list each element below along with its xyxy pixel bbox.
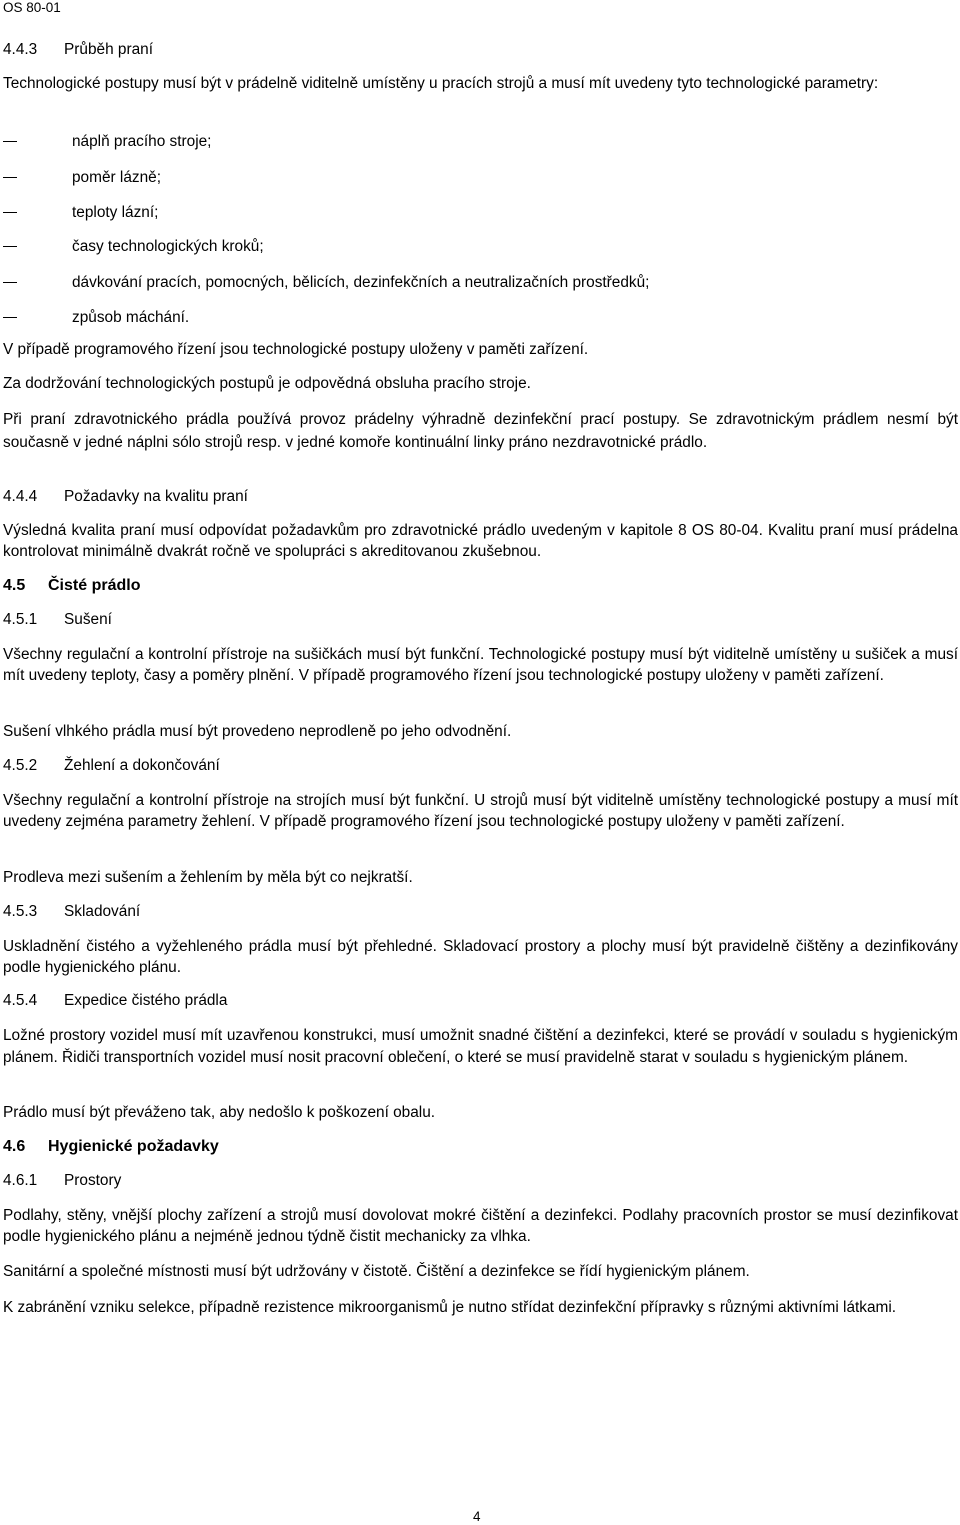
paragraph: Sušení vlhkého prádla musí být provedeno neprodleně po jeho odvodnění.: [3, 723, 512, 740]
list-item: [3, 132, 211, 151]
list-item-text: teploty lázní;: [72, 204, 159, 221]
list-item-text: poměr lázně;: [72, 169, 161, 186]
heading-number: 4.5.1: [3, 611, 38, 628]
paragraph: Prádlo musí být převáženo tak, aby nedošlo k poškození obalu.: [3, 1104, 436, 1121]
heading-4-5-4: [3, 991, 227, 1010]
list-item: [3, 168, 161, 187]
heading-number: 4.5: [3, 577, 26, 594]
list-item: [3, 237, 264, 256]
heading-4-6-1: [3, 1171, 121, 1190]
heading-number: 4.5.4: [3, 992, 38, 1009]
paragraph: V případě programového řízení jsou technologické postupy uloženy v paměti zařízení.: [3, 341, 589, 358]
heading-number: 4.5.2: [3, 757, 38, 774]
list-item-text: náplň pracího stroje;: [72, 133, 212, 150]
document-code: OS 80-01: [3, 0, 61, 15]
list-item: [3, 308, 189, 327]
heading-title: Prostory: [64, 1172, 122, 1189]
paragraph: Ložné prostory vozidel musí mít uzavřenou konstrukci, musí umožnit snadné čištění a dezinfekci, které se provádí v souladu s hygienickým plánem. Řidiči transportních vozidel musí nosit pracovní oblečení, o které se musí pravidelně starat v souladu s hygienickým plánem.: [3, 1027, 958, 1066]
paragraph: K zabránění vzniku selekce, případně rezistence mikroorganismů je nutno střídat dezinfekční přípravky s různými aktivními látkami.: [3, 1299, 897, 1316]
heading-number: 4.6: [3, 1138, 26, 1155]
heading-4-5-2: [3, 756, 220, 775]
paragraph: Uskladnění čistého a vyžehleného prádla musí být přehledné. Skladovací prostory a plochy musí být pravidelně čištěny a dezinfikovány podle hygienického plánu.: [3, 938, 958, 976]
list-item-text: časy technologických kroků;: [72, 238, 264, 255]
heading-title: Čisté prádlo: [48, 577, 141, 594]
heading-4-5: [3, 576, 140, 595]
heading-title: Požadavky na kvalitu praní: [64, 488, 248, 505]
heading-4-4-4: [3, 487, 248, 506]
paragraph: Všechny regulační a kontrolní přístroje na strojích musí být funkční. U strojů musí být viditelně umístěny technologické postupy a musí mít uvedeny zejména parametry žehlení. V případě programového řízení jsou technologické postupy uloženy v paměti zařízení.: [3, 792, 958, 830]
heading-title: Sušení: [64, 611, 112, 628]
heading-4-5-3: [3, 902, 140, 921]
heading-4-4-3: [3, 40, 153, 59]
heading-4-6: [3, 1137, 219, 1156]
paragraph: Prodleva mezi sušením a žehlením by měla být co nejkratší.: [3, 869, 413, 886]
paragraph: Sanitární a společné místnosti musí být udržovány v čistotě. Čištění a dezinfekce se řídí hygienickým plánem.: [3, 1263, 750, 1280]
list-item: [3, 273, 649, 292]
dash-bullet: [3, 141, 17, 142]
heading-number: 4.6.1: [3, 1172, 38, 1189]
heading-4-5-1: [3, 610, 112, 629]
heading-title: Žehlení a dokončování: [64, 757, 220, 774]
heading-number: 4.4.3: [3, 41, 38, 58]
heading-title: Průběh praní: [64, 41, 153, 58]
paragraph: Podlahy, stěny, vnější plochy zařízení a strojů musí dovolovat mokré čištění a dezinfekci. Podlahy pracovních prostor se musí dezinfikovat podle hygienického plánu a nejméně jednou týdně čistit mechanicky za vlhka.: [3, 1207, 958, 1245]
paragraph: Při praní zdravotnického prádla používá provoz prádelny výhradně dezinfekční prací postupy. Se zdravotnickým prádlem nesmí být současně v jedné náplni sólo strojů resp. v jedné komoře kontinuální linky práno nezdravotnické prádlo.: [3, 411, 958, 451]
dash-bullet: [3, 246, 17, 247]
paragraph: Výsledná kvalita praní musí odpovídat požadavkům pro zdravotnické prádlo uvedeným v kapitole 8 OS 80-04. Kvalitu praní musí prádelna kontrolovat minimálně dvakrát ročně ve spolupráci s akreditovanou zkušebnou.: [3, 522, 958, 560]
list-item: [3, 203, 158, 222]
dash-bullet: [3, 177, 17, 178]
dash-bullet: [3, 317, 17, 318]
heading-number: 4.4.4: [3, 488, 38, 505]
paragraph: Za dodržování technologických postupů je odpovědná obsluha pracího stroje.: [3, 375, 531, 392]
dash-bullet: [3, 212, 17, 213]
heading-title: Expedice čistého prádla: [64, 992, 228, 1009]
page-number: 4: [473, 1509, 481, 1524]
paragraph: Technologické postupy musí být v prádelně viditelně umístěny u pracích strojů a musí mít uvedeny tyto technologické parametry:: [3, 75, 879, 92]
paragraph: Všechny regulační a kontrolní přístroje na sušičkách musí být funkční. Technologické postupy musí být viditelně umístěny u sušiček a musí mít uvedeny teploty, časy a poměry plnění. V případě programového řízení jsou technologické postupy uloženy v paměti zařízení.: [3, 646, 958, 684]
list-item-text: způsob máchání.: [72, 309, 190, 326]
dash-bullet: [3, 282, 17, 283]
heading-number: 4.5.3: [3, 903, 38, 920]
heading-title: Skladování: [64, 903, 141, 920]
list-item-text: dávkování pracích, pomocných, bělicích, dezinfekčních a neutralizačních prostředků;: [72, 274, 650, 291]
heading-title: Hygienické požadavky: [48, 1138, 219, 1155]
